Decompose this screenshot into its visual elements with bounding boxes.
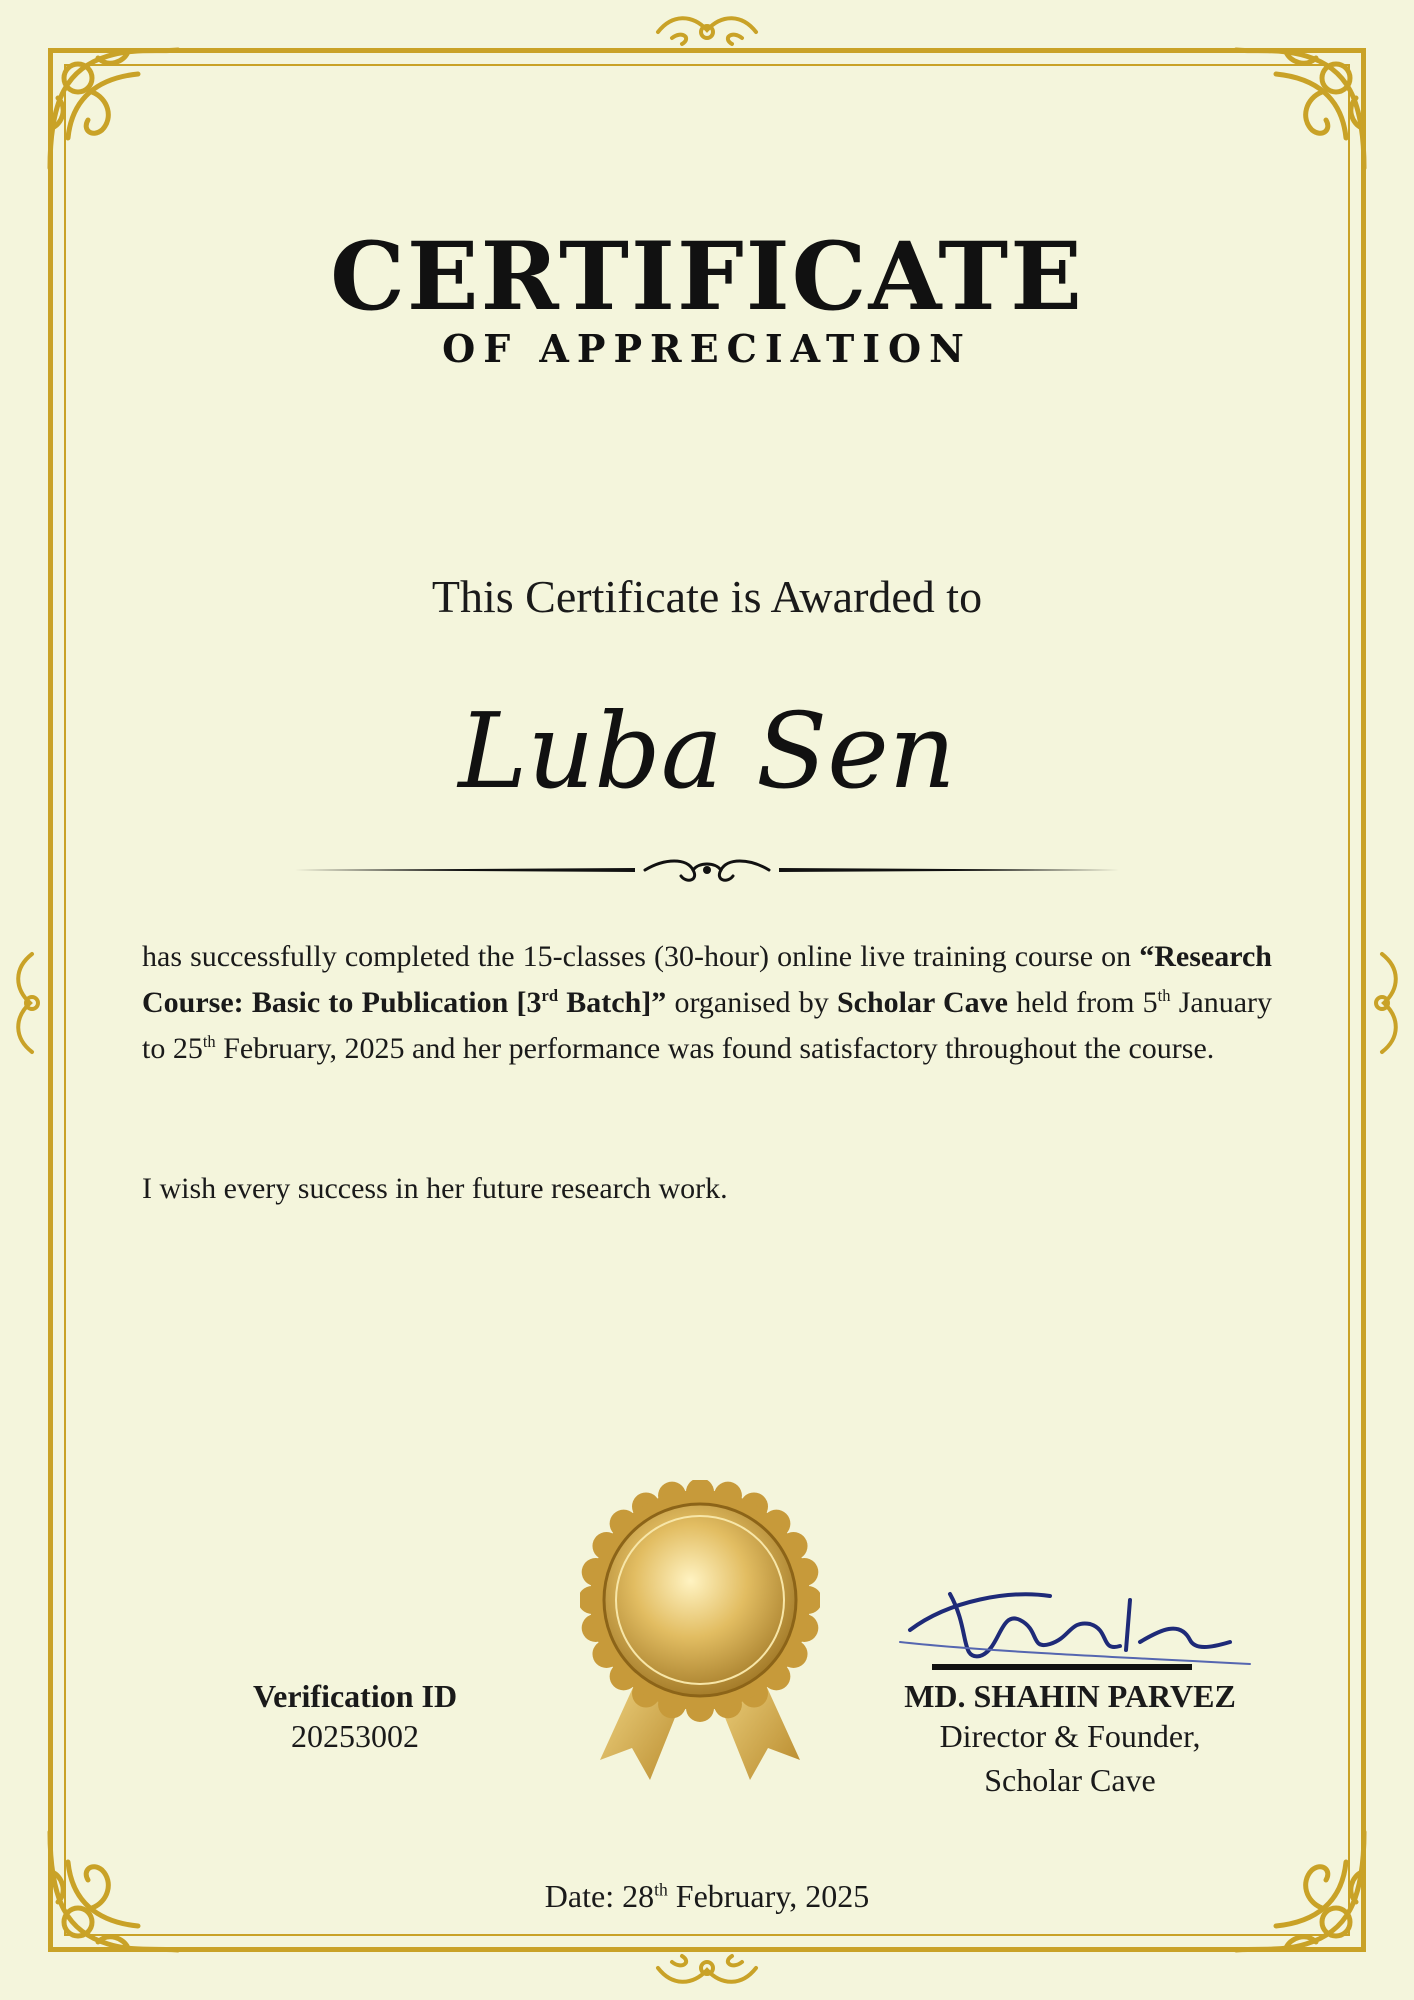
verification-label: Verification ID xyxy=(252,1678,458,1714)
recipient-name: Luba Sen xyxy=(458,690,956,812)
course-title-end: Batch]” xyxy=(558,986,667,1019)
bottom-center-ornament-icon xyxy=(652,1952,762,1992)
course-superscript: rd xyxy=(541,986,559,1005)
corner-ornament-icon xyxy=(1226,38,1376,188)
organization-name: Scholar Cave xyxy=(837,986,1008,1019)
certificate-subtitle: OF APPRECIATION xyxy=(442,326,972,371)
left-center-ornament-icon xyxy=(8,948,48,1058)
body-part3: held from 5 xyxy=(1008,986,1158,1019)
date-suffix: February, 2025 xyxy=(667,1878,870,1914)
body-part2: organised by xyxy=(666,986,837,1019)
right-center-ornament-icon xyxy=(1366,948,1406,1058)
body-part5: February, 2025 and her performance was found satisfactory throughout the course. xyxy=(215,1032,1215,1065)
date-superscript: th xyxy=(654,1879,668,1900)
end-date-superscript: th xyxy=(202,1032,216,1051)
signer-name: MD. SHAHIN PARVEZ xyxy=(904,1678,1236,1714)
signer-organization: Scholar Cave xyxy=(984,1762,1156,1798)
signature-icon xyxy=(890,1560,1270,1680)
top-center-ornament-icon xyxy=(652,8,762,48)
gold-seal-icon xyxy=(580,1480,820,1790)
certificate-title: CERTIFICATE xyxy=(330,222,1084,332)
issue-date xyxy=(0,1878,1414,1915)
corner-ornament-icon xyxy=(38,38,188,188)
date-prefix: Date: 28 xyxy=(544,1878,655,1914)
body-part4: January to 25 xyxy=(142,986,1273,1065)
body-part1: has successfully completed the 15-classes (30-hour) online live training course on xyxy=(142,940,1140,973)
divider-flourish-icon xyxy=(295,852,1119,888)
wish-line: I wish every success in her future research work. xyxy=(142,1172,728,1205)
course-title: “Research Course: Basic to Publication [3 xyxy=(142,940,1272,1019)
start-date-superscript: th xyxy=(1157,986,1171,1005)
body-paragraph xyxy=(142,934,1272,1072)
signer-role: Director & Founder, xyxy=(939,1718,1201,1754)
awarded-line: This Certificate is Awarded to xyxy=(431,571,983,622)
verification-id: 20253002 xyxy=(291,1718,419,1754)
